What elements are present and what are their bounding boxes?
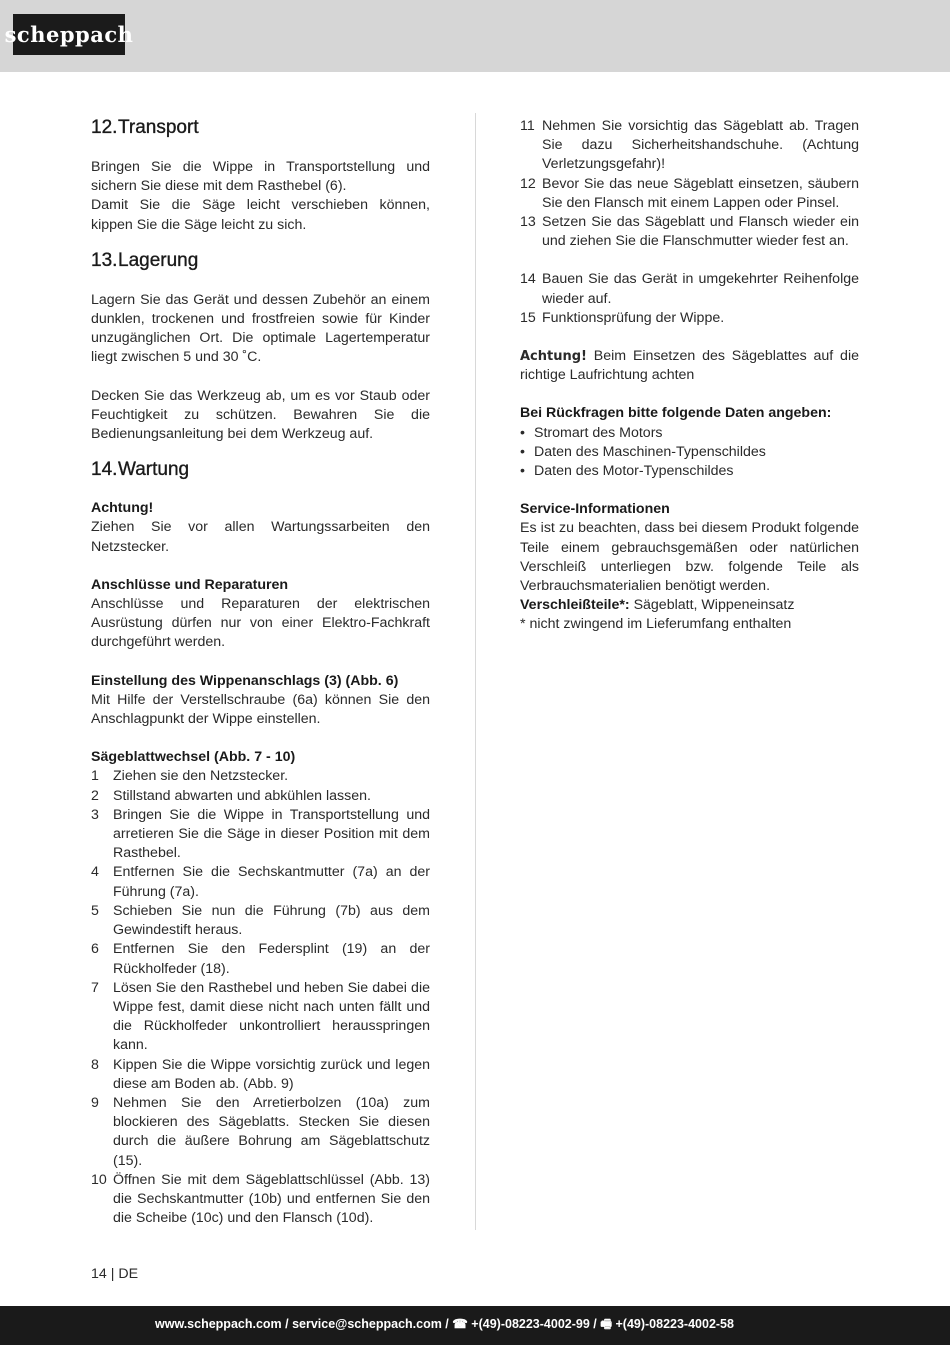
service-heading: Service-Informationen — [520, 501, 670, 518]
rueckfragen-list — [520, 424, 859, 482]
section-14-heading: 14.Wartung — [91, 459, 190, 481]
list-item: 5 Schieben Sie nun die Führung (7b) aus dem Gewindestift heraus. — [91, 902, 430, 939]
transport-paragraph-2: Damit Sie die Säge leicht verschieben können, kippen Sie die Säge leicht zu sich. — [91, 197, 430, 233]
right-column — [520, 117, 859, 635]
list-item: • Daten des Motor-Typenschildes — [520, 463, 734, 480]
list-item: • Stromart des Motors — [520, 424, 663, 441]
transport-paragraph-1: Bringen Sie die Wippe in Transportstellung und sichern Sie diese mit dem Rasthebel (6). — [91, 159, 430, 195]
column-divider — [475, 113, 476, 1230]
reassembly-steps — [520, 270, 859, 328]
list-item: 6 Entfernen Sie den Federsplint (19) an der Rückholfeder (18). — [91, 941, 430, 977]
wartung-achtung-text: Ziehen Sie vor allen Wartungssarbeiten den Netzstecker. — [91, 519, 430, 555]
list-item: • Daten des Maschinen-Typenschildes — [520, 443, 766, 460]
list-item: 7 Lösen Sie den Rasthebel und heben Sie dabei die Wippe fest, damit diese nicht nach unten fällt und die Rückholfeder unkontrolliert herausspringen kann. — [91, 979, 430, 1054]
anschluesse-text: Anschlüsse und Reparaturen der elektrischen Ausrüstung dürfen nur von einer Elektro-Fachkraft durchgeführt werden. — [91, 596, 430, 651]
list-item: 11 Nehmen Sie vorsichtig das Sägeblatt ab. Tragen Sie dazu Sicherheitshandschuhe. (Achtung Verletzungsgefahr)! — [520, 118, 859, 173]
header-band — [0, 0, 950, 72]
footnote: * nicht zwingend im Lieferumfang enthalten — [520, 616, 792, 633]
saegeblattwechsel-steps-continued — [520, 117, 859, 251]
list-item: 13 Setzen Sie das Sägeblatt und Flansch wieder ein und ziehen Sie die Flanschmutter wieder fest an. — [520, 214, 859, 250]
list-item: 2 Stillstand abwarten und abkühlen lassen. — [91, 787, 371, 804]
einstellung-text: Mit Hilfe der Verstellschraube (6a) können Sie den Anschlagpunkt der Wippe einstellen. — [91, 691, 430, 728]
footer-contact: www.scheppach.com / service@scheppach.com / ☎ +(49)-08223-4002-99 / 🖷 +(49)-08223-4002-58 — [155, 1317, 734, 1331]
list-item: 8 Kippen Sie die Wippe vorsichtig zurück und legen diese am Boden ab. (Abb. 9) — [91, 1056, 430, 1092]
verschleissteile-line: Verschleißteile*: Sägeblatt, Wippeneinsatz — [520, 597, 795, 614]
brand-logo: scheppach — [13, 14, 125, 55]
list-item: 10 Öffnen Sie mit dem Sägeblattschlüssel (Abb. 13) die Sechskantmutter (10b) und entfernen Sie den die Scheibe (10c) und den Flansch (10d). — [91, 1171, 430, 1227]
section-12-heading: 12.Transport — [91, 117, 199, 138]
anschluesse-heading: Anschlüsse und Reparaturen — [91, 576, 289, 593]
laufrichtung-note: Achtung! Beim Einsetzen des Sägeblattes auf die richtige Laufrichtung achten — [520, 348, 859, 384]
wartung-achtung-label: Achtung! — [91, 500, 154, 517]
lagerung-paragraph-2: Decken Sie das Werkzeug ab, um es vor Staub oder Feuchtigkeit zu schützen. Bewahren Sie die Bedienungsanleitung bei dem Werkzeug auf. — [91, 387, 430, 443]
list-item: 15 Funktionsprüfung der Wippe. — [520, 309, 725, 326]
list-item: 1 Ziehen sie den Netzstecker. — [91, 768, 289, 785]
lagerung-paragraph-1: Lagern Sie das Gerät und dessen Zubehör an einem dunklen, trockenen und frostfreien sowie für Kinder unzugänglichen Ort. Die optimale Lagertemperatur liegt zwischen 5 und 30 ˚C. — [91, 291, 430, 366]
einstellung-heading: Einstellung des Wippenanschlags (3) (Abb. 6) — [91, 672, 399, 689]
list-item: 14 Bauen Sie das Gerät in umgekehrter Reihenfolge wieder auf. — [520, 271, 859, 307]
page-number: 14 | DE — [91, 1266, 139, 1282]
section-13-heading: 13.Lagerung — [91, 249, 199, 271]
list-item: 4 Entfernen Sie die Sechskantmutter (7a) an der Führung (7a). — [91, 864, 430, 900]
left-column — [91, 117, 430, 1228]
list-item: 12 Bevor Sie das neue Sägeblatt einsetzen, säubern Sie den Flansch mit einem Lappen oder Pinsel. — [520, 175, 859, 211]
list-item: 3 Bringen Sie die Wippe in Transportstellung und arretieren Sie die Säge in dieser Position mit dem Rasthebel. — [91, 806, 430, 862]
list-item: 9 Nehmen Sie den Arretierbolzen (10a) zum blockieren des Sägeblatts. Stecken Sie diesen durch die äußere Bohrung am Sägeblattschutz (15). — [91, 1094, 430, 1169]
saegeblattwechsel-steps — [91, 767, 430, 1228]
rueckfragen-heading: Bei Rückfragen bitte folgende Daten angeben: — [520, 405, 832, 422]
service-text: Es ist zu beachten, dass bei diesem Produkt folgende Teile einem gebrauchsgemäßen oder natürlichen Verschleiß unterliegen bzw. folgende Teile als Verbrauchsmaterialien benötigt werden. — [520, 520, 859, 595]
saegeblattwechsel-heading: Sägeblattwechsel (Abb. 7 - 10) — [91, 749, 296, 766]
